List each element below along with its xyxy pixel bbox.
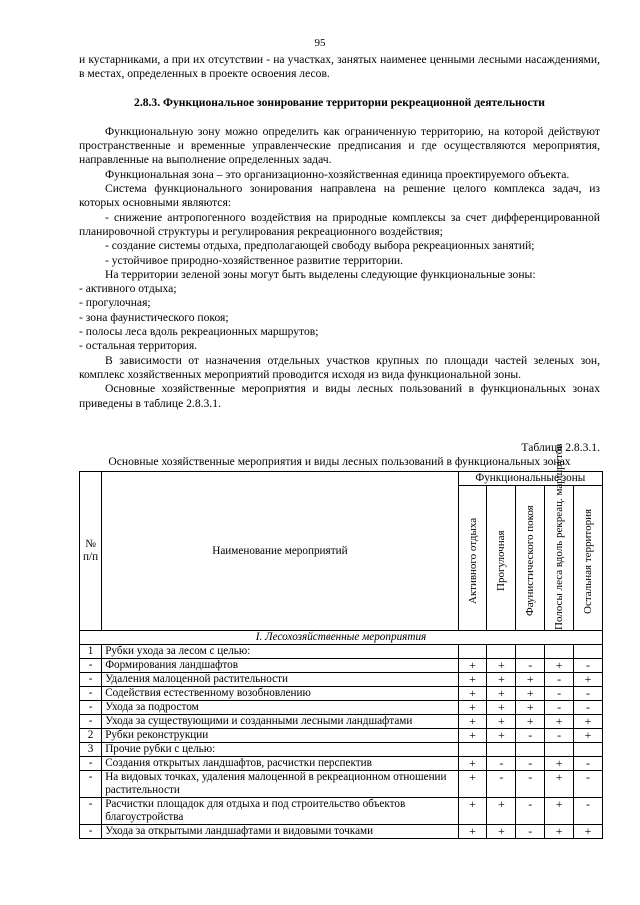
zone-cell: + (574, 825, 603, 839)
zone-cell: + (487, 687, 516, 701)
table-row (80, 771, 603, 798)
zone-cell: + (516, 701, 545, 715)
row-number: - (80, 771, 102, 798)
row-number: - (80, 687, 102, 701)
zone-cell: - (516, 771, 545, 798)
zone-cell: - (545, 729, 574, 743)
list-item: - устойчивое природно-хозяйственное развитие территории. (105, 253, 404, 267)
zone-cell: + (487, 729, 516, 743)
zone-cell: + (545, 757, 574, 771)
zone-header: Остальная территория (574, 486, 603, 631)
zone-cell: + (458, 715, 487, 729)
table-row (80, 715, 603, 729)
list-item: - остальная территория. (79, 339, 198, 353)
paragraph: Основные хозяйственные мероприятия и виды лесных пользований в функциональных зонах приведены в таблице 2.8.3.1. (79, 382, 600, 410)
zone-cell: + (545, 771, 574, 798)
zone-cell: + (545, 798, 574, 825)
list-item: - активного отдыха; (79, 282, 177, 296)
zone-cell: + (487, 659, 516, 673)
zone-cell: + (516, 673, 545, 687)
zone-cell: + (545, 659, 574, 673)
paragraph: На территории зеленой зоны могут быть выделены следующие функциональные зоны: (105, 267, 536, 281)
row-name: На видовых точках, удаления малоценной в рекреационном отношении растительности (102, 771, 458, 798)
table-title: Основные хозяйственные мероприятия и виды лесных пользований в функциональных зонах (108, 455, 571, 468)
row-number: 3 (80, 743, 102, 757)
paragraph: Функциональную зону можно определить как ограниченную территорию, на которой действуют пространственные и временные управленческие предписания и где осуществляются мероприятия, направленные на выполнение определенных задач. (79, 124, 600, 167)
row-number: - (80, 825, 102, 839)
section-row (80, 631, 603, 645)
zone-cell: + (458, 729, 487, 743)
row-number: - (80, 798, 102, 825)
zone-cell (545, 645, 574, 659)
zone-header: Прогулочная (487, 486, 516, 631)
zone-cell: - (574, 701, 603, 715)
zone-cell: + (458, 825, 487, 839)
zone-cell: - (574, 659, 603, 673)
zone-cell: - (516, 729, 545, 743)
table-row (80, 743, 603, 757)
zone-cell: + (458, 771, 487, 798)
row-number: 1 (80, 645, 102, 659)
list-item: - создание системы отдыха, предполагающей свободу выбора рекреационных занятий; (105, 239, 535, 253)
row-name: Формирования ландшафтов (102, 659, 458, 673)
zone-cell: - (574, 757, 603, 771)
table-row (80, 645, 603, 659)
zone-cell: + (487, 798, 516, 825)
zone-cell: + (458, 659, 487, 673)
zone-cell: + (545, 825, 574, 839)
list-item: - прогулочная; (79, 296, 151, 310)
zone-cell: + (487, 825, 516, 839)
zone-cell: + (516, 687, 545, 701)
zone-header: Активного отдыха (458, 486, 487, 631)
paragraph: и кустарниками, а при их отсутствии - на участках, занятых наименее ценными лесными насаждениями, в местах, определенных в проекте освоения лесов. (79, 53, 600, 81)
list-item: - снижение антропогенного воздействия на природные комплексы за счет дифференцированной планировочной структуры и регулирования рекреационного воздействия; (79, 210, 600, 238)
zone-cell (545, 743, 574, 757)
zone-cell: - (487, 771, 516, 798)
column-header-zones: Функциональные зоны (458, 472, 602, 486)
zone-cell: - (545, 701, 574, 715)
table-row (80, 659, 603, 673)
zone-cell: + (574, 673, 603, 687)
row-number: 2 (80, 729, 102, 743)
section-title: I. Лесохозяйственные мероприятия (80, 631, 603, 645)
zone-cell: - (516, 757, 545, 771)
table-row (80, 687, 603, 701)
table-row (80, 673, 603, 687)
zone-cell: + (574, 715, 603, 729)
table-row (80, 701, 603, 715)
zone-cell: + (458, 701, 487, 715)
table-row (80, 798, 603, 825)
zone-cell: + (574, 729, 603, 743)
zone-cell: + (516, 715, 545, 729)
zone-cell: - (487, 757, 516, 771)
zone-cell: + (545, 715, 574, 729)
zone-cell: + (458, 757, 487, 771)
zone-header: Полосы леса вдоль рекреац. маршрутов (545, 486, 574, 631)
row-name: Ухода за подростом (102, 701, 458, 715)
table-label: Таблица 2.8.3.1. (521, 441, 600, 454)
zone-cell: + (487, 673, 516, 687)
zone-cell: - (574, 687, 603, 701)
column-header-number: № п/п (80, 472, 102, 631)
body-text (79, 53, 600, 411)
row-name: Расчистки площадок для отдыха и под строительство объектов благоустройства (102, 798, 458, 825)
row-number: - (80, 715, 102, 729)
zone-cell: - (574, 771, 603, 798)
row-number: - (80, 757, 102, 771)
row-name: Создания открытых ландшафтов, расчистки перспектив (102, 757, 458, 771)
zone-cell (516, 645, 545, 659)
row-name: Ухода за открытыми ландшафтами и видовыми точками (102, 825, 458, 839)
zone-cell: + (458, 798, 487, 825)
paragraph: В зависимости от назначения отдельных участков крупных по площади частей зеленых зон, комплекс хозяйственных мероприятий проводится исходя из вида функциональной зоны. (79, 353, 600, 381)
list-item: - зона фаунистического покоя; (79, 310, 229, 324)
row-number: - (80, 701, 102, 715)
row-name: Содействия естественному возобновлению (102, 687, 458, 701)
zone-cell (458, 743, 487, 757)
paragraph: Функциональная зона – это организационно-хозяйственная единица проектируемого объекта. (105, 167, 570, 181)
row-number: - (80, 659, 102, 673)
zone-cell: + (487, 715, 516, 729)
paragraph: Система функционального зонирования направлена на решение целого комплекса задач, из которых основными являются: (79, 182, 600, 210)
column-header-name: Наименование мероприятий (102, 472, 458, 631)
zone-cell: - (516, 825, 545, 839)
zone-cell: - (574, 798, 603, 825)
zone-cell (458, 645, 487, 659)
row-number: - (80, 673, 102, 687)
row-name: Рубки реконструкции (102, 729, 458, 743)
row-name: Рубки ухода за лесом с целью: (102, 645, 458, 659)
zone-cell: + (458, 687, 487, 701)
zone-cell (574, 645, 603, 659)
zone-cell: + (487, 701, 516, 715)
row-name: Ухода за существующими и созданными лесными ландшафтами (102, 715, 458, 729)
page-number: 95 (314, 37, 326, 49)
zone-cell (516, 743, 545, 757)
zone-cell: + (458, 673, 487, 687)
zone-cell: - (545, 687, 574, 701)
table-row (80, 757, 603, 771)
table-row (80, 729, 603, 743)
section-heading: 2.8.3. Функциональное зонирование территории рекреационной деятельности (134, 95, 545, 109)
zone-header: Фаунистического покоя (516, 486, 545, 631)
row-name: Прочие рубки с целью: (102, 743, 458, 757)
zone-cell (574, 743, 603, 757)
list-item: - полосы леса вдоль рекреационных маршрутов; (79, 325, 319, 339)
zone-cell (487, 743, 516, 757)
table-caption (79, 441, 600, 469)
row-name: Удаления малоценной растительности (102, 673, 458, 687)
zone-cell: - (516, 798, 545, 825)
zone-cell (487, 645, 516, 659)
zone-cell: - (516, 659, 545, 673)
zone-cell: - (545, 673, 574, 687)
table-row (80, 825, 603, 839)
